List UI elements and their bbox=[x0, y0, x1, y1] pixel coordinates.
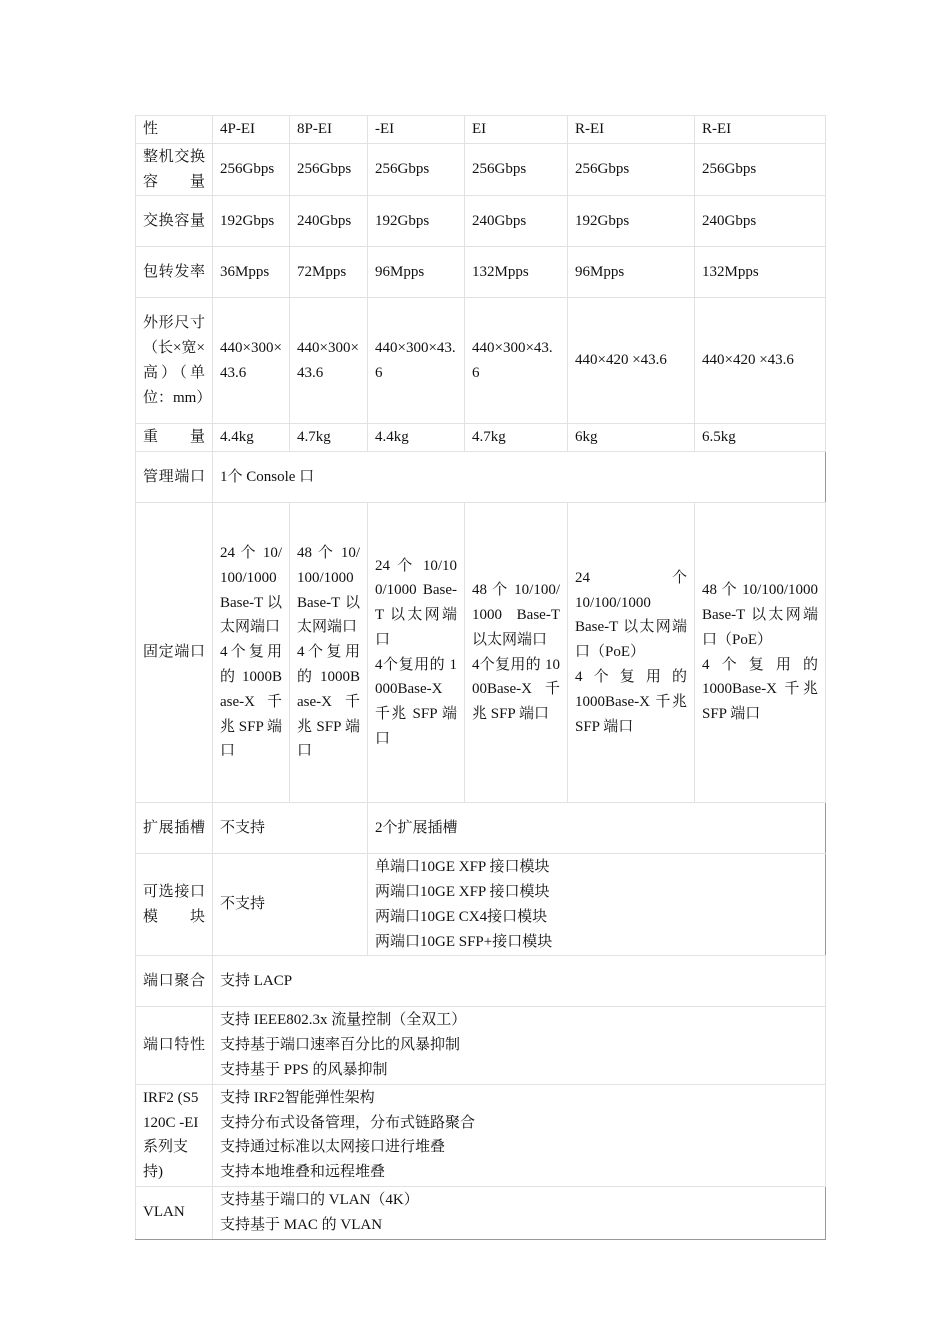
table-cell: 440×420 ×43.6 bbox=[568, 298, 695, 424]
feature-line: 支持基于端口速率百分比的风暴抑制 bbox=[220, 1037, 461, 1054]
table-cell: 440×300×43.6 bbox=[290, 298, 368, 424]
row-label: 扩展插槽 bbox=[136, 803, 213, 854]
table-cell: 96Mpps bbox=[368, 247, 465, 298]
table-row-link-aggregation bbox=[136, 956, 826, 1007]
table-row-forwarding-rate bbox=[136, 247, 826, 298]
header-cell: R-EI bbox=[695, 116, 826, 144]
table-row-optional-modules bbox=[136, 854, 826, 956]
header-cell: -EI bbox=[368, 116, 465, 144]
table-cell: 支持 LACP bbox=[213, 956, 826, 1007]
row-label: 外形尺寸（长×宽×高）（单位：mm） bbox=[136, 298, 213, 424]
row-label: 包转发率 bbox=[136, 247, 213, 298]
table-cell: 440×420 ×43.6 bbox=[695, 298, 826, 424]
table-cell: 256Gbps bbox=[368, 143, 465, 196]
header-cell: 4P-EI bbox=[213, 116, 290, 144]
row-label: IRF2 (S5120C -EI 系列支持) bbox=[136, 1084, 213, 1186]
table-cell: 256Gbps bbox=[213, 143, 290, 196]
irf2-line: 支持本地堆叠和远程堆叠 bbox=[220, 1164, 386, 1181]
table-cell: 4.7kg bbox=[290, 424, 368, 452]
table-row-switch-capacity bbox=[136, 143, 826, 196]
table-cell: 96Mpps bbox=[568, 247, 695, 298]
table-row-irf2 bbox=[136, 1084, 826, 1186]
table-cell: 192Gbps bbox=[568, 196, 695, 247]
table-cell: 24 个 10/100/1000 Base-T 以太网端口 4个复用的 1000Base-X 千兆 SFP 端口 bbox=[368, 503, 465, 803]
table-cell: 256Gbps bbox=[568, 143, 695, 196]
table-cell: 6.5kg bbox=[695, 424, 826, 452]
table-row-dimensions bbox=[136, 298, 826, 424]
table-cell: 24 个 10/100/1000 Base-T 以太网端口（PoE） 4个复用的 1000Base-X 千兆 SFP 端口 bbox=[568, 503, 695, 803]
row-label: 固定端口 bbox=[136, 503, 213, 803]
table-row-exchange-capacity bbox=[136, 196, 826, 247]
spec-table bbox=[135, 115, 826, 1240]
table-row-vlan bbox=[136, 1186, 826, 1239]
row-label: 交换容量 bbox=[136, 196, 213, 247]
table-cell: 4.4kg bbox=[368, 424, 465, 452]
table-cell: 240Gbps bbox=[695, 196, 826, 247]
table-cell: 256Gbps bbox=[695, 143, 826, 196]
irf2-line: 支持 IRF2智能弹性架构 bbox=[220, 1089, 375, 1106]
row-label: 管理端口 bbox=[136, 452, 213, 503]
table-cell bbox=[368, 854, 826, 956]
table-cell: 48 个 10/100/1000 Base-T 以太网端口 4个复用的 1000Base-X 千兆 SFP 端口 bbox=[290, 503, 368, 803]
row-label: 整机交换容量 bbox=[136, 143, 213, 196]
irf2-line: 支持分布式设备管理，分布式链路聚合 bbox=[220, 1114, 476, 1131]
table-cell: 2个扩展插槽 bbox=[368, 803, 826, 854]
module-item: 两端口10GE SFP+接口模块 bbox=[375, 933, 553, 950]
module-item: 两端口10GE XFP 接口模块 bbox=[375, 883, 550, 900]
header-cell: EI bbox=[465, 116, 568, 144]
table-cell: 440×300×43.6 bbox=[213, 298, 290, 424]
table-cell: 132Mpps bbox=[695, 247, 826, 298]
row-label: VLAN bbox=[136, 1186, 213, 1239]
row-label: 端口聚合 bbox=[136, 956, 213, 1007]
row-label: 端口特性 bbox=[136, 1007, 213, 1084]
table-cell: 4.7kg bbox=[465, 424, 568, 452]
table-cell: 440×300×43.6 bbox=[465, 298, 568, 424]
table-cell: 不支持 bbox=[213, 854, 368, 956]
table-cell: 256Gbps bbox=[465, 143, 568, 196]
table-cell: 256Gbps bbox=[290, 143, 368, 196]
row-label: 可选接口模块 bbox=[136, 854, 213, 956]
feature-line: 支持基于 PPS 的风暴抑制 bbox=[220, 1061, 388, 1078]
table-cell: 4.4kg bbox=[213, 424, 290, 452]
table-cell: 24 个 10/100/1000Base-T 以太网端口 4个复用的 1000Base-X 千兆 SFP 端口 bbox=[213, 503, 290, 803]
table-cell: 1个 Console 口 bbox=[213, 452, 826, 503]
table-row-weight bbox=[136, 424, 826, 452]
table-cell: 240Gbps bbox=[465, 196, 568, 247]
module-item: 单端口10GE XFP 接口模块 bbox=[375, 859, 550, 876]
header-cell: R-EI bbox=[568, 116, 695, 144]
table-cell: 72Mpps bbox=[290, 247, 368, 298]
table-cell: 36Mpps bbox=[213, 247, 290, 298]
table-cell: 132Mpps bbox=[465, 247, 568, 298]
header-cell: 性 bbox=[136, 116, 213, 144]
table-cell: 6kg bbox=[568, 424, 695, 452]
table-cell bbox=[213, 1186, 826, 1239]
table-row-header bbox=[136, 116, 826, 144]
table-row-port-features bbox=[136, 1007, 826, 1084]
table-cell: 192Gbps bbox=[368, 196, 465, 247]
table-row-expansion-slots bbox=[136, 803, 826, 854]
table-cell: 240Gbps bbox=[290, 196, 368, 247]
row-label: 重量 bbox=[136, 424, 213, 452]
table-cell: 48 个 10/100/1000 Base-T 以太网端口 4个复用的 1000Base-X 千兆 SFP 端口 bbox=[465, 503, 568, 803]
table-cell: 不支持 bbox=[213, 803, 368, 854]
vlan-line: 支持基于 MAC 的 VLAN bbox=[220, 1216, 383, 1233]
module-item: 两端口10GE CX4接口模块 bbox=[375, 908, 548, 925]
table-row-mgmt-port bbox=[136, 452, 826, 503]
vlan-line: 支持基于端口的 VLAN（4K） bbox=[220, 1191, 419, 1208]
header-cell: 8P-EI bbox=[290, 116, 368, 144]
feature-line: 支持 IEEE802.3x 流量控制（全双工） bbox=[220, 1012, 467, 1029]
table-cell: 192Gbps bbox=[213, 196, 290, 247]
table-cell: 48 个 10/100/1000 Base-T 以太网端口（PoE） 4个复用的 1000Base-X 千兆 SFP 端口 bbox=[695, 503, 826, 803]
irf2-line: 支持通过标准以太网接口进行堆叠 bbox=[220, 1139, 446, 1156]
table-cell bbox=[213, 1007, 826, 1084]
table-cell: 440×300×43.6 bbox=[368, 298, 465, 424]
table-cell bbox=[213, 1084, 826, 1186]
table-row-fixed-ports bbox=[136, 503, 826, 803]
